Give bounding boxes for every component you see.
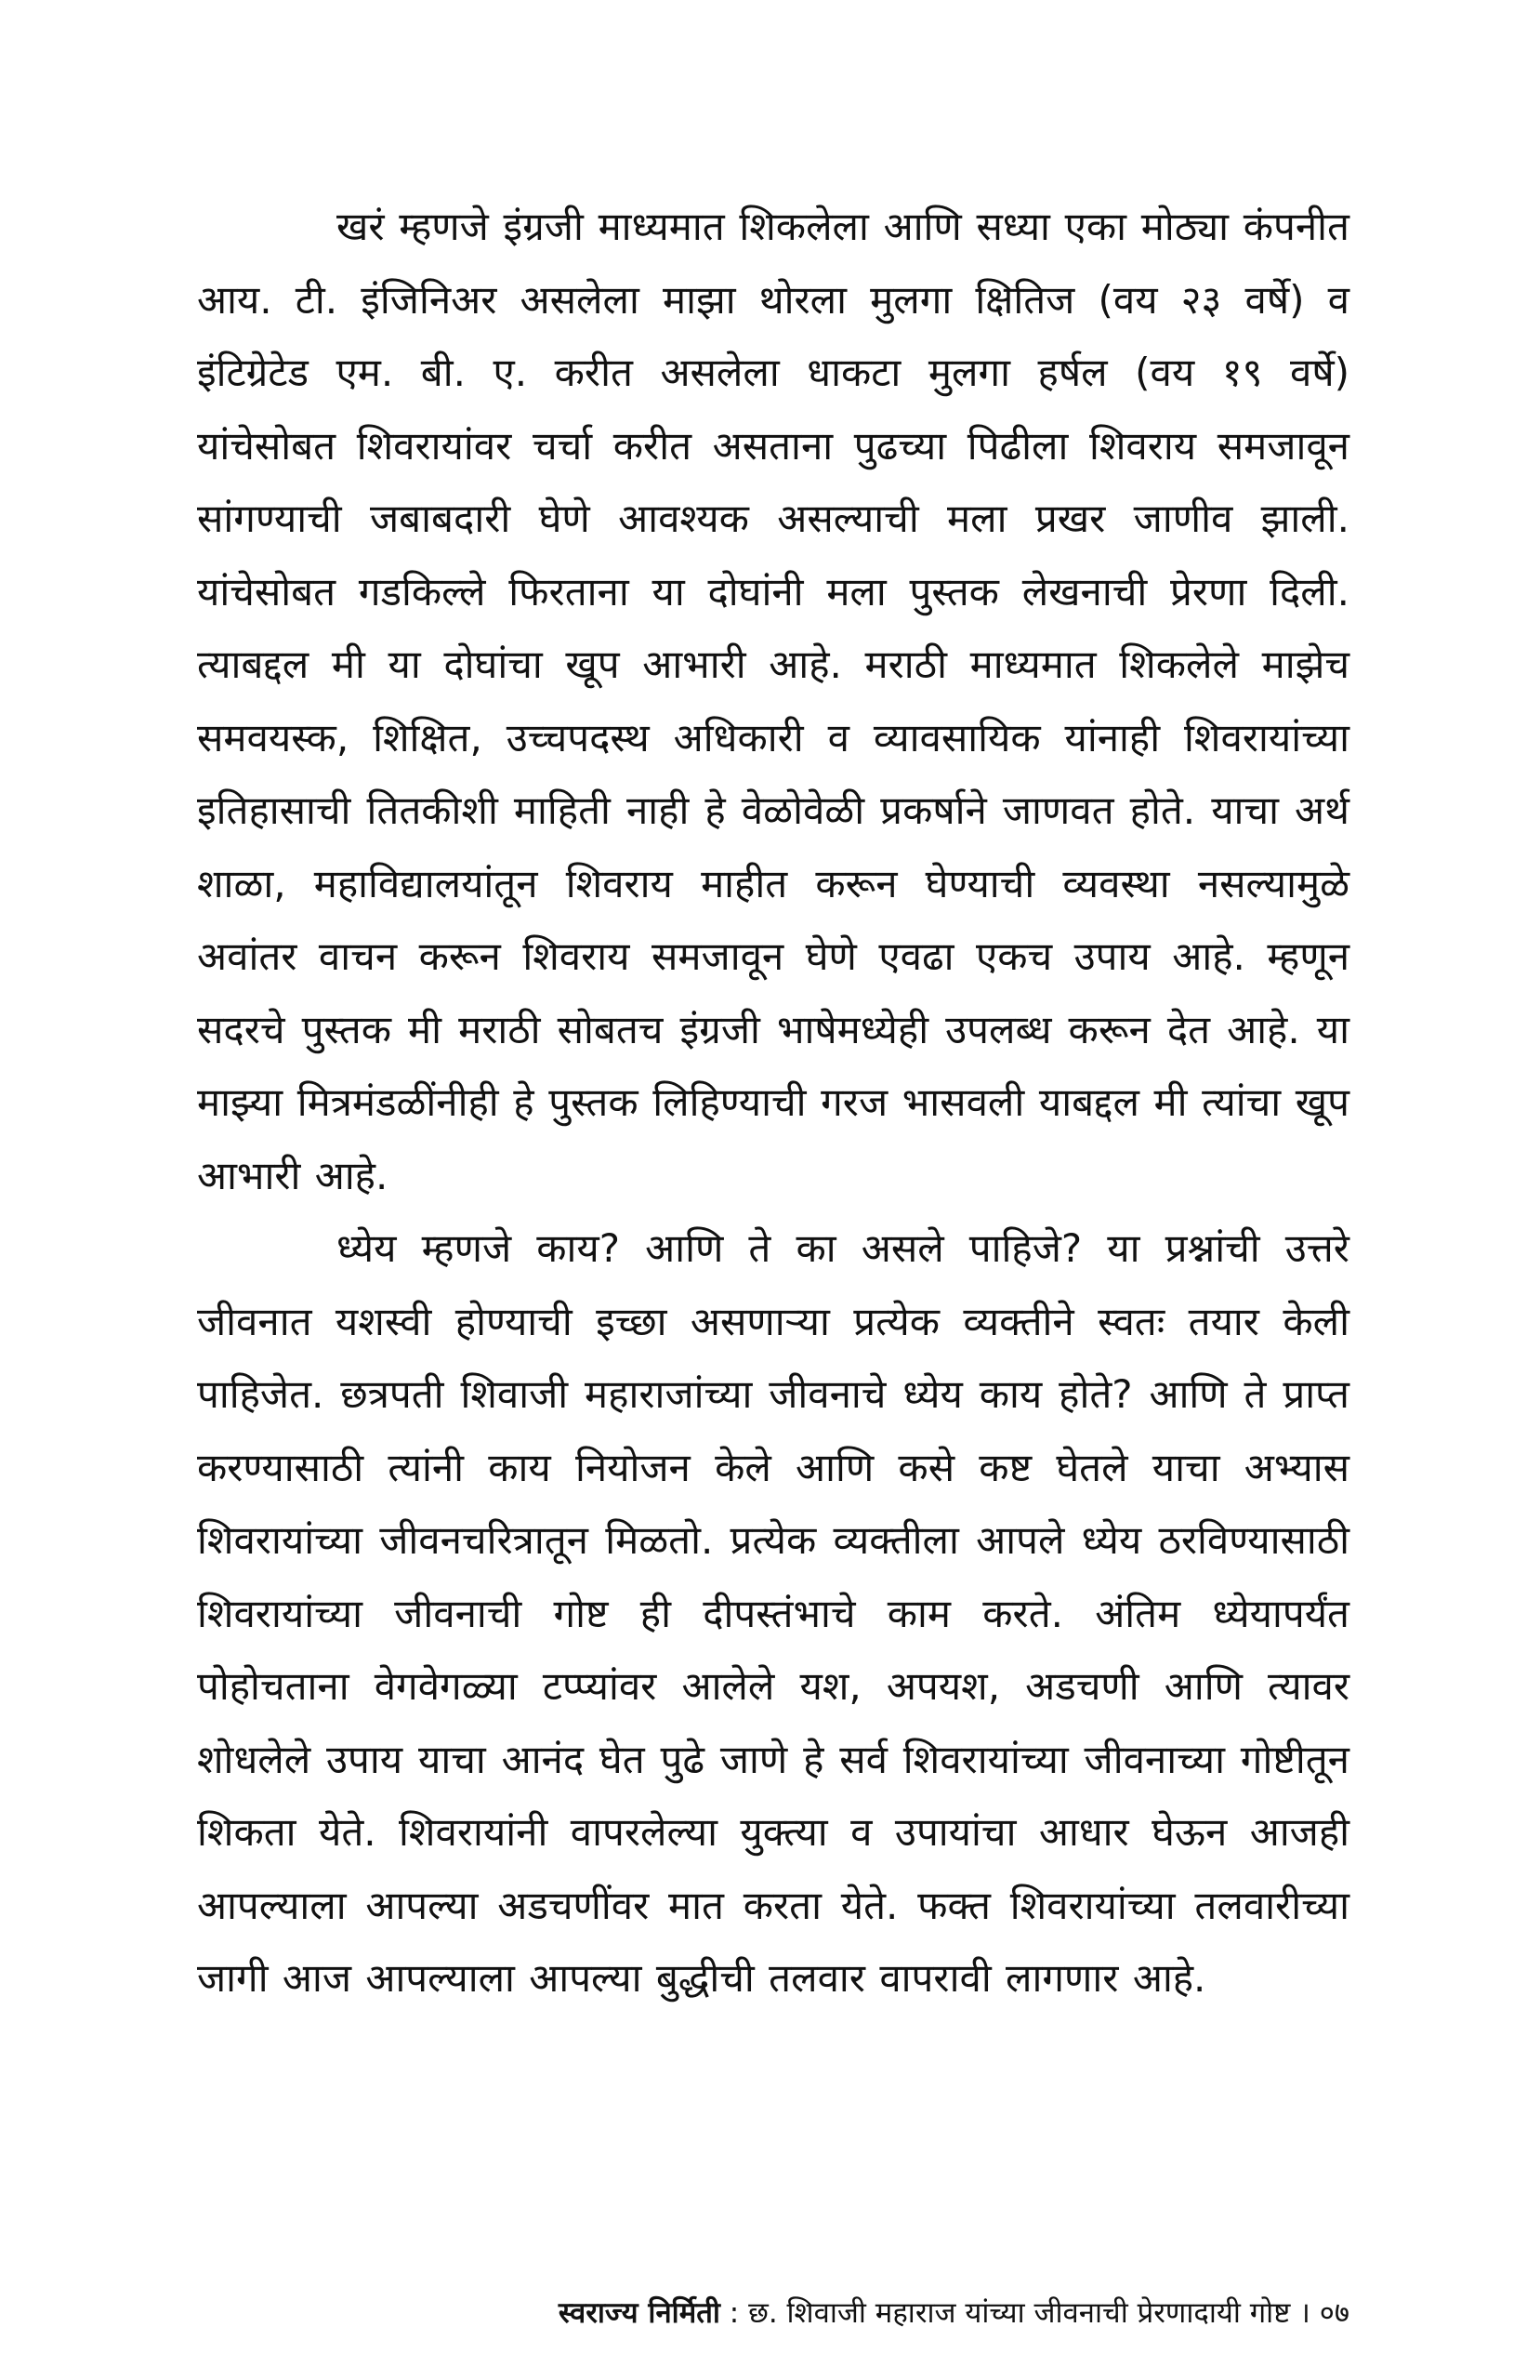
footer-subtitle-and-page-number: : छ. शिवाजी महाराज यांच्या जीवनाची प्रेरणादायी गोष्ट । ०७ (719, 2296, 1349, 2330)
page-footer (502, 2294, 1349, 2332)
body-text (197, 191, 1349, 2016)
paragraph-2: ध्येय म्हणजे काय? आणि ते का असले पाहिजे? या प्रश्नांची उत्तरे जीवनात यशस्वी होण्याची इच्छा असणाऱ्या प्रत्येक व्यक्तीने स्वतः तयार केली पाहिजेत. छत्रपती शिवाजी महाराजांच्या जीवनाचे ध्येय काय होते? आणि ते प्राप्त करण्यासाठी त्यांनी काय नियोजन केले आणि कसे कष्ट घेतले याचा अभ्यास शिवरायांच्या जीवनचरित्रातून मिळतो. प्रत्येक व्यक्तीला आपले ध्येय ठरविण्यासाठी शिवरायांच्या जीवनाची गोष्ट ही दीपस्तंभाचे काम करते. अंतिम ध्येयापर्यंत पोहोचताना वेगवेगळ्या टप्प्यांवर आलेले यश, अपयश, अडचणी आणि त्यावर शोधलेले उपाय याचा आनंद घेत पुढे जाणे हे सर्व शिवरायांच्या जीवनाच्या गोष्टीतून शिकता येते. शिवरायांनी वापरलेल्या युक्त्या व उपायांचा आधार घेऊन आजही आपल्याला आपल्या अडचणींवर मात करता येते. फक्त शिवरायांच्या तलवारीच्या जागी आज आपल्याला आपल्या बुद्धीची तलवार वापरावी लागणार आहे. (197, 1225, 1349, 2001)
paragraph-1: खरं म्हणजे इंग्रजी माध्यमात शिकलेला आणि सध्या एका मोठ्या कंपनीत आय. टी. इंजिनिअर असलेला माझा थोरला मुलगा क्षितिज (वय २३ वर्षे) व इंटिग्रेटेड एम. बी. ए. करीत असलेला धाकटा मुलगा हर्षल (वय १९ वर्षे) यांचेसोबत शिवरायांवर चर्चा करीत असताना पुढच्या पिढीला शिवराय समजावून सांगण्याची जबाबदारी घेणे आवश्यक असल्याची मला प्रखर जाणीव झाली. यांचेसोबत गडकिल्ले फिरताना या दोघांनी मला पुस्तक लेखनाची प्रेरणा दिली. त्याबद्दल मी या दोघांचा खूप आभारी आहे. मराठी माध्यमात शिकलेले माझेच समवयस्क, शिक्षित, उच्चपदस्थ अधिकारी व व्यावसायिक यांनाही शिवरायांच्या इतिहासाची तितकीशी माहिती नाही हे वेळोवेळी प्रकर्षाने जाणवत होते. याचा अर्थ शाळा, महाविद्यालयांतून शिवराय माहीत करून घेण्याची व्यवस्था नसल्यामुळे अवांतर वाचन करून शिवराय समजावून घेणे एवढा एकच उपाय आहे. म्हणून सदरचे पुस्तक मी मराठी सोबतच इंग्रजी भाषेमध्येही उपलब्ध करून देत आहे. या माझ्या मित्रमंडळींनीही हे पुस्तक लिहिण्याची गरज भासवली याबद्दल मी त्यांचा खूप आभारी आहे. (197, 204, 1349, 1198)
footer-book-title: स्वराज्य निर्मिती (558, 2296, 720, 2330)
